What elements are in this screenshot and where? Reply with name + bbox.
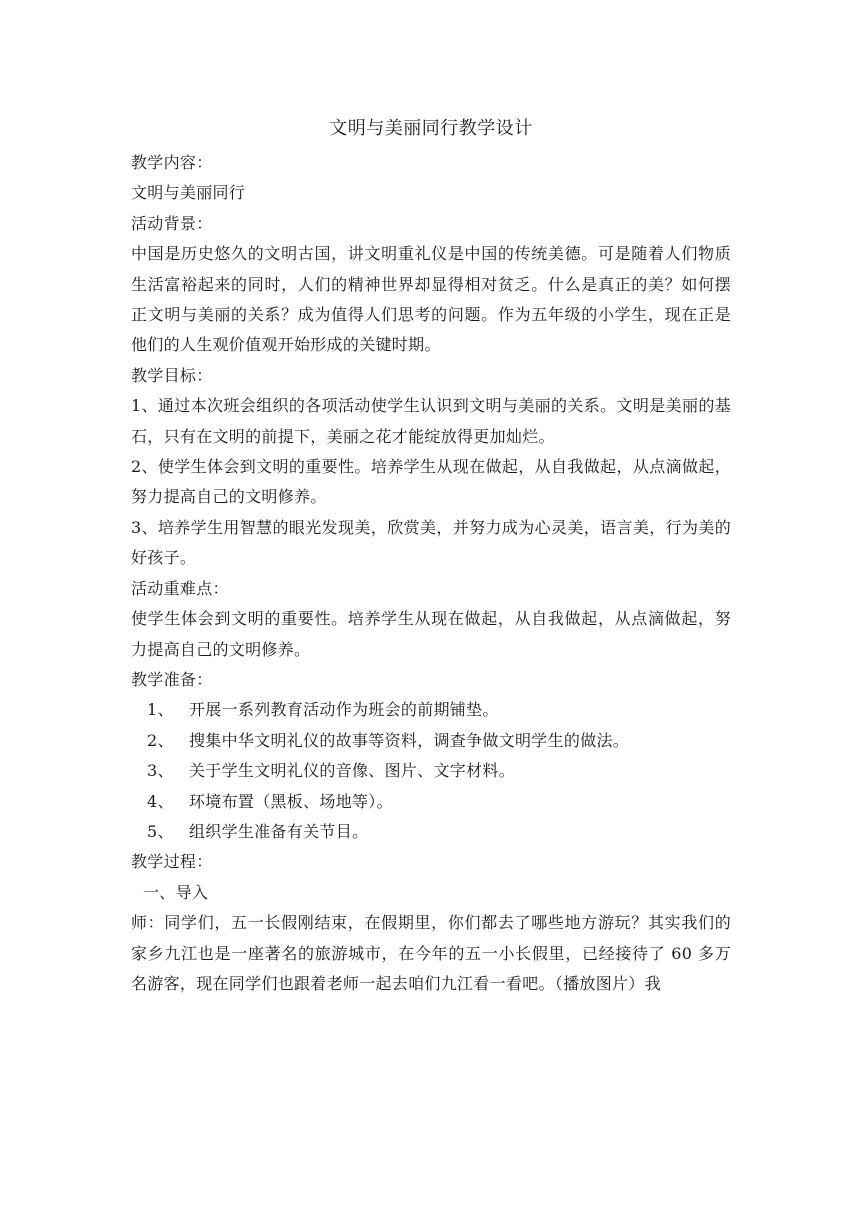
preparation-item-number: 1、 xyxy=(147,700,174,720)
goal-item: 1、通过本次班会组织的各项活动使学生认识到文明与美丽的关系。文明是美丽的基石，只有在文明的前提下，美丽之花才能绽放得更加灿烂。 xyxy=(131,396,731,446)
preparation-item xyxy=(131,787,731,817)
preparation-label: 教学准备： xyxy=(131,669,213,689)
preparation-item-number: 2、 xyxy=(147,730,174,750)
preparation-item-text: 开展一系列教育活动作为班会的前期铺垫。 xyxy=(189,700,499,720)
process-text: 师：同学们，五一长假刚结束，在假期里，你们都去了哪些地方游玩？其实我们的家乡九江也是一座著名的旅游城市，在今年的五一小长假里，已经接待了 60 多万名游客，现在同学们也跟着老师一起去咱们九江看一看吧。（播放图片）我 xyxy=(131,913,731,993)
preparation-item-text: 搜集中华文明礼仪的故事等资料，调查争做文明学生的做法。 xyxy=(189,730,630,750)
preparation-item xyxy=(131,817,731,847)
content-text: 文明与美丽同行 xyxy=(131,183,246,203)
key-points-text: 使学生体会到文明的重要性。培养学生从现在做起，从自我做起，从点滴做起，努力提高自己的文明修养。 xyxy=(131,609,731,659)
goal-item: 3、培养学生用智慧的眼光发现美，欣赏美，并努力成为心灵美，语言美，行为美的好孩子。 xyxy=(131,517,731,568)
background-label: 活动背景： xyxy=(131,213,213,233)
preparation-item xyxy=(131,756,731,786)
preparation-item-number: 3、 xyxy=(147,761,174,781)
goals-label: 教学目标： xyxy=(131,365,213,385)
preparation-item xyxy=(131,695,731,725)
preparation-item-text: 组织学生准备有关节目。 xyxy=(189,821,369,841)
background-text: 中国是历史悠久的文明古国，讲文明重礼仪是中国的传统美德。可是随着人们物质生活富裕起来的同时，人们的精神世界却显得相对贫乏。什么是真正的美？如何摆正文明与美丽的关系？成为值得人们思考的问题。作为五年级的小学生，现在正是他们的人生观价值观开始形成的关键时期。 xyxy=(131,244,731,355)
document-body xyxy=(131,114,731,999)
document-title: 文明与美丽同行教学设计 xyxy=(329,118,533,139)
process-label: 教学过程： xyxy=(131,852,213,872)
section-heading-intro: 一、导入 xyxy=(143,882,209,902)
key-points-label: 活动重难点： xyxy=(131,578,229,598)
preparation-item-text: 环境布置（黑板、场地等）。 xyxy=(189,791,393,811)
preparation-item xyxy=(131,726,731,756)
content-label: 教学内容： xyxy=(131,153,213,172)
preparation-item-text: 关于学生文明礼仪的音像、图片、文字材料。 xyxy=(189,761,516,781)
goal-item: 2、使学生体会到文明的重要性。培养学生从现在做起，从自我做起，从点滴做起，努力提高自己的文明修养。 xyxy=(131,457,731,507)
preparation-item-number: 5、 xyxy=(147,821,174,841)
preparation-item-number: 4、 xyxy=(147,791,174,811)
